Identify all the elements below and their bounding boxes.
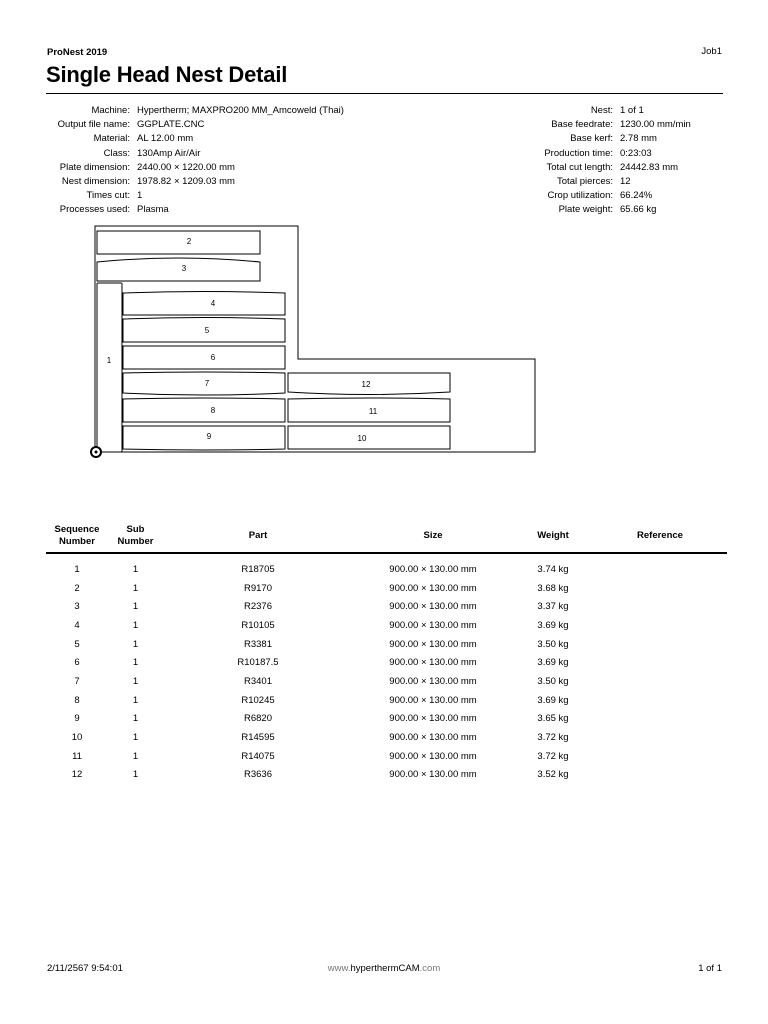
nest-part-6	[123, 346, 285, 369]
sub-number-cell: 1	[132, 563, 139, 575]
page-title: Single Head Nest Detail	[46, 62, 288, 87]
reference-cell	[593, 672, 727, 691]
table-row	[46, 710, 727, 729]
sequence-cell: 1	[74, 563, 80, 575]
col-sub-number: Sub Number	[108, 520, 163, 553]
sub-number-cell: 1	[132, 732, 139, 744]
sub-number-cell: 1	[132, 619, 139, 631]
part-cell: R6820	[244, 713, 272, 725]
plate-outline	[95, 226, 535, 452]
table-row	[46, 635, 727, 654]
weight-cell: 3.69 kg	[537, 657, 569, 669]
info-row-production-time: Production time: 0:23:03	[544, 147, 652, 159]
part-cell: R10187.5	[237, 657, 279, 669]
info-row-total-pierces: Total pierces: 12	[557, 176, 631, 188]
info-row-machine: Machine: Hypertherm; MAXPRO200 MM_Amcoweld (Thai)	[91, 105, 344, 116]
nest-label-3: 3	[181, 264, 187, 273]
size-cell: 900.00 × 130.00 mm	[389, 657, 477, 669]
nest-label-8: 8	[210, 406, 216, 415]
info-row-base-kerf: Base kerf: 2.78 mm	[570, 133, 657, 145]
nest-label-10: 10	[357, 434, 367, 443]
weight-cell: 3.74 kg	[537, 563, 569, 575]
weight-cell: 3.65 kg	[537, 713, 569, 725]
app-name: ProNest 2019	[47, 47, 108, 58]
part-cell: R2376	[244, 601, 272, 613]
info-row-class: Class: 130Amp Air/Air	[103, 147, 201, 159]
sequence-cell: 10	[71, 732, 83, 744]
size-cell: 900.00 × 130.00 mm	[389, 582, 477, 594]
col-part: Part	[163, 520, 353, 553]
part-cell: R10245	[241, 694, 275, 706]
info-row-nest-dimension: Nest dimension: 1978.82 × 1209.03 mm	[61, 176, 235, 188]
weight-cell: 3.50 kg	[537, 638, 569, 650]
table-row	[46, 616, 727, 635]
sequence-cell: 5	[74, 638, 80, 650]
table-row	[46, 672, 727, 691]
sequence-cell: 2	[74, 582, 80, 594]
sub-number-cell: 1	[132, 694, 139, 706]
size-cell: 900.00 × 130.00 mm	[389, 750, 477, 762]
info-row-base-feedrate: Base feedrate: 1230.00 mm/min	[551, 119, 691, 131]
info-row-nest: Nest: 1 of 1	[590, 105, 644, 116]
nest-label-1: 1	[106, 356, 112, 365]
nest-part-1	[97, 283, 122, 452]
info-row-processes: Processes used: Plasma	[59, 204, 169, 216]
size-cell: 900.00 × 130.00 mm	[389, 619, 477, 631]
part-cell: R9170	[244, 582, 272, 594]
table-row	[46, 579, 727, 598]
table-row	[46, 553, 727, 579]
part-cell: R3381	[244, 638, 272, 650]
weight-cell: 3.37 kg	[537, 601, 569, 613]
sequence-cell: 8	[74, 694, 80, 706]
part-cell: R14595	[241, 732, 275, 744]
sequence-cell: 11	[72, 750, 82, 762]
table-row	[46, 766, 727, 785]
reference-cell	[593, 766, 727, 785]
weight-cell: 3.69 kg	[537, 694, 569, 706]
sub-number-cell: 1	[132, 750, 139, 762]
col-weight: Weight	[513, 520, 593, 553]
reference-cell	[593, 728, 727, 747]
nest-part-2	[97, 231, 260, 254]
table-row	[46, 747, 727, 766]
reference-cell	[593, 710, 727, 729]
part-cell: R18705	[241, 563, 275, 575]
reference-cell	[593, 553, 727, 579]
job-name: Job1	[701, 46, 722, 57]
reference-cell	[593, 747, 727, 766]
sub-number-cell: 1	[132, 675, 139, 687]
nest-part-10	[288, 426, 450, 449]
table-row	[46, 653, 727, 672]
size-cell: 900.00 × 130.00 mm	[389, 732, 477, 744]
sub-number-cell: 1	[132, 769, 139, 781]
nest-label-11: 11	[368, 407, 378, 416]
part-cell: R10105	[241, 619, 275, 631]
sub-number-cell: 1	[132, 601, 139, 613]
size-cell: 900.00 × 130.00 mm	[389, 675, 477, 687]
size-cell: 900.00 × 130.00 mm	[389, 769, 477, 781]
sub-number-cell: 1	[132, 713, 139, 725]
weight-cell: 3.50 kg	[537, 675, 569, 687]
weight-cell: 3.68 kg	[537, 582, 569, 594]
part-cell: R3636	[244, 769, 272, 781]
table-row	[46, 597, 727, 616]
nest-label-6: 6	[210, 353, 216, 362]
nest-part-3	[97, 258, 260, 281]
nest-part-9	[123, 426, 285, 450]
col-sequence-number: Sequence Number	[46, 520, 108, 553]
info-row-total-cut-length: Total cut length: 24442.83 mm	[546, 161, 679, 173]
part-cell: R3401	[244, 675, 272, 687]
sequence-cell: 12	[71, 769, 83, 781]
info-row-crop-utilization: Crop utilization: 66.24%	[547, 190, 653, 202]
info-row-output-file: Output file name: GGPLATE.CNC	[57, 119, 205, 131]
sequence-cell: 4	[74, 619, 80, 631]
col-size: Size	[353, 520, 513, 553]
nest-label-9: 9	[206, 432, 212, 441]
info-row-plate-weight: Plate weight: 65.66 kg	[558, 204, 657, 216]
weight-cell: 3.72 kg	[537, 750, 569, 762]
weight-cell: 3.52 kg	[537, 769, 569, 781]
reference-cell	[593, 597, 727, 616]
nest-part-8	[123, 398, 285, 422]
size-cell: 900.00 × 130.00 mm	[389, 694, 477, 706]
sub-number-cell: 1	[132, 657, 139, 669]
reference-cell	[593, 691, 727, 710]
nest-label-2: 2	[186, 237, 192, 246]
info-row-times-cut: Times cut: 1	[86, 190, 143, 202]
sub-number-cell: 1	[132, 638, 139, 650]
table-row	[46, 691, 727, 710]
weight-cell: 3.72 kg	[537, 732, 569, 744]
sequence-cell: 7	[74, 675, 80, 687]
nest-part-4	[123, 292, 285, 316]
reference-cell	[593, 616, 727, 635]
parts-table	[46, 520, 727, 784]
size-cell: 900.00 × 130.00 mm	[389, 638, 477, 650]
part-cell: R14075	[241, 750, 275, 762]
nest-label-7: 7	[204, 379, 210, 388]
nest-layout-diagram	[0, 0, 768, 470]
reference-cell	[593, 635, 727, 654]
size-cell: 900.00 × 130.00 mm	[389, 601, 477, 613]
parts-table-header	[46, 520, 727, 553]
reference-cell	[593, 653, 727, 672]
info-row-plate-dimension: Plate dimension: 2440.00 × 1220.00 mm	[59, 161, 235, 173]
footer-datetime: 2/11/2567 9:54:01	[47, 963, 123, 974]
reference-cell	[593, 579, 727, 598]
size-cell: 900.00 × 130.00 mm	[389, 563, 477, 575]
sequence-cell: 3	[74, 601, 80, 613]
info-row-material: Material: AL 12.00 mm	[93, 133, 194, 145]
sub-number-cell: 1	[132, 582, 139, 594]
sequence-cell: 9	[74, 713, 80, 725]
nest-label-5: 5	[204, 326, 210, 335]
sequence-cell: 6	[74, 657, 80, 669]
footer-page-number: 1 of 1	[698, 963, 722, 974]
size-cell: 900.00 × 130.00 mm	[389, 713, 477, 725]
nest-label-12: 12	[361, 380, 371, 389]
weight-cell: 3.69 kg	[537, 619, 569, 631]
nest-label-4: 4	[210, 299, 216, 308]
table-row	[46, 728, 727, 747]
footer-url[interactable]: www.hyperthermCAM.com	[327, 963, 441, 974]
col-reference: Reference	[593, 520, 727, 553]
